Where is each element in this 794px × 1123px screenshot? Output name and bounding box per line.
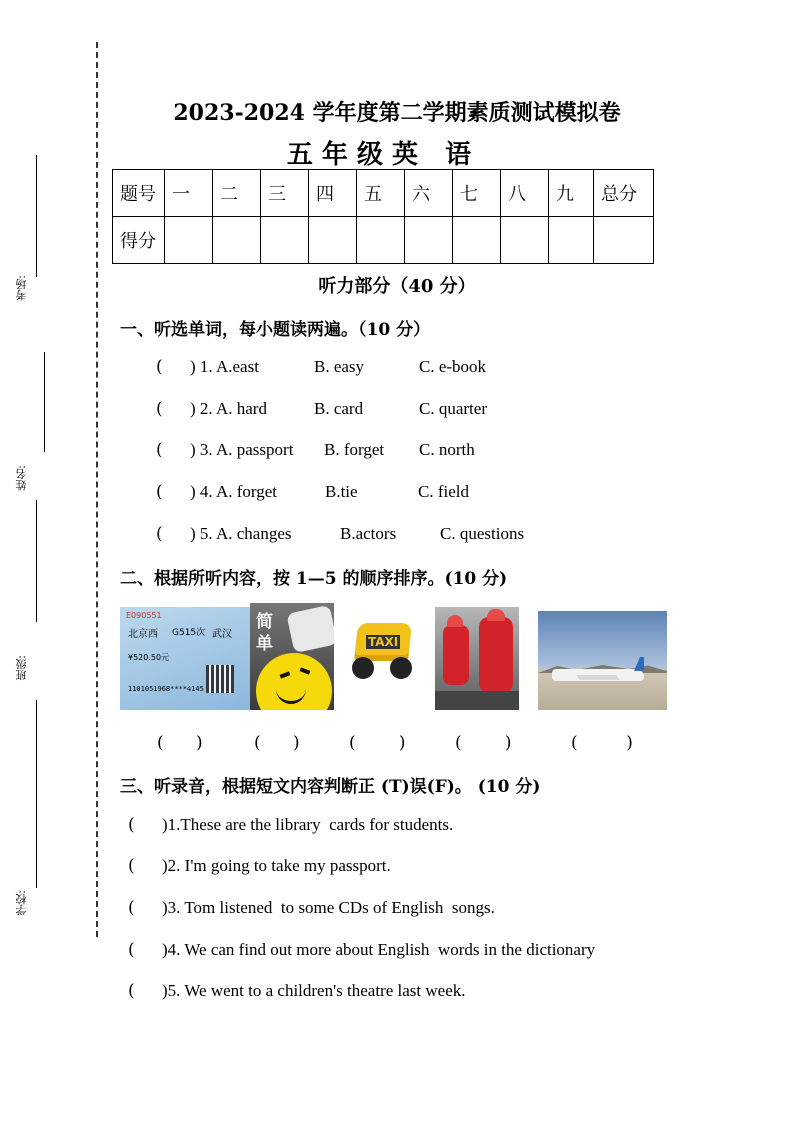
score-cell: 二: [213, 170, 261, 217]
ticket-from: 北京西: [128, 629, 158, 640]
answer-paren-open: (: [156, 357, 163, 377]
option-c: C. field: [418, 482, 469, 501]
name-label: 姓名:: [15, 465, 28, 491]
wheel-icon: [352, 657, 374, 679]
answer-paren-open: (: [128, 940, 135, 960]
exam-subtitle: 五 年 级 英 语: [286, 140, 472, 170]
order-answer-bracket[interactable]: ( ): [455, 733, 512, 753]
score-cell: 题号: [113, 170, 165, 217]
bubble-char: 简: [256, 612, 273, 632]
section1-title: 一、听选单词，每小题读两遍。（10 分）: [120, 320, 431, 340]
answer-paren-open: (: [128, 981, 135, 1001]
option-c: C. questions: [440, 524, 525, 543]
score-cell: 五: [357, 170, 405, 217]
helmet-icon: [487, 609, 505, 621]
answer-paren-open: (: [156, 482, 163, 502]
answer-paren-open: (: [128, 815, 135, 835]
order-answer-bracket[interactable]: ( ): [349, 733, 406, 753]
binding-dashed-line: [96, 42, 98, 937]
exam-title: 2023-2024 学年度第二学期素质测试模拟卷: [173, 100, 621, 126]
answer-paren-open: (: [156, 440, 163, 460]
score-input-cell[interactable]: [357, 217, 405, 264]
score-input-cell[interactable]: [549, 217, 594, 264]
option-a: ) 2. A. hard: [190, 399, 267, 418]
score-cell: 得分: [113, 217, 165, 264]
order-answer-bracket[interactable]: ( ): [571, 733, 633, 753]
option-c: C. e-book: [419, 357, 487, 376]
score-cell: 四: [309, 170, 357, 217]
ground: [435, 691, 519, 710]
ticket-code: E090551: [126, 611, 162, 620]
class-label: 班级:: [15, 655, 28, 681]
tf-statement: )3. Tom listened to some CDs of English songs.: [162, 898, 495, 917]
exam-room-fill-line: [36, 155, 37, 277]
section3-title: 三、听录音，根据短文内容判断正 (T)误(F)。 (10 分): [120, 777, 541, 797]
answer-paren-open: (: [156, 524, 163, 544]
score-input-cell[interactable]: [501, 217, 549, 264]
score-input-cell[interactable]: [213, 217, 261, 264]
tf-statement: )4. We can find out more about English words in the dictionary: [162, 940, 596, 959]
ticket-id: 1101051968****4145: [128, 685, 204, 693]
option-a: ) 1. A.east: [190, 357, 259, 376]
worker-figure: [479, 617, 513, 693]
score-cell: 七: [453, 170, 501, 217]
listening-header: 听力部分（40 分）: [318, 276, 476, 297]
airplane-image: [538, 611, 667, 710]
option-a: ) 4. A. forget: [190, 482, 278, 501]
wheel-icon: [390, 657, 412, 679]
score-input-cell[interactable]: [165, 217, 213, 264]
score-cell: 一: [165, 170, 213, 217]
taxi-label: TAXI: [368, 635, 399, 649]
option-c: C. quarter: [419, 399, 487, 418]
order-answer-bracket[interactable]: ( ): [157, 733, 203, 753]
ticket-to: 武汉: [212, 629, 232, 640]
score-input-cell[interactable]: [594, 217, 654, 264]
score-input-cell[interactable]: [453, 217, 501, 264]
airplane-wing: [577, 675, 620, 680]
tf-statement: )2. I'm going to take my passport.: [162, 856, 391, 875]
smiley-bubble-image: [250, 603, 334, 710]
answer-paren-open: (: [128, 856, 135, 876]
ticket-train: G515次: [172, 628, 206, 638]
option-b: B.tie: [325, 482, 358, 501]
workers-image: [435, 607, 519, 710]
score-cell: 九: [549, 170, 594, 217]
score-cell: 六: [405, 170, 453, 217]
tf-statement: )5. We went to a children's theatre last week.: [162, 981, 466, 1000]
bubble-char: 单: [256, 634, 273, 654]
class-fill-line: [36, 500, 37, 622]
helmet-icon: [447, 615, 463, 627]
answer-paren-open: (: [156, 399, 163, 419]
score-table-header-row: [113, 170, 654, 217]
train-ticket-image: [120, 607, 250, 710]
score-input-cell[interactable]: [405, 217, 453, 264]
taxi-image: [346, 607, 418, 707]
score-cell: 总分: [594, 170, 654, 217]
option-a: ) 5. A. changes: [190, 524, 292, 543]
score-input-cell[interactable]: [309, 217, 357, 264]
score-cell: 三: [261, 170, 309, 217]
order-answer-bracket[interactable]: ( ): [254, 733, 300, 753]
school-label: 学校:: [15, 890, 28, 916]
qr-code-icon: [206, 665, 234, 693]
score-table-score-row: [113, 217, 654, 264]
option-b: B.actors: [340, 524, 397, 543]
score-table: [112, 169, 654, 264]
score-input-cell[interactable]: [261, 217, 309, 264]
exam-room-label: 考场:: [15, 275, 28, 301]
option-b: B. card: [314, 399, 364, 418]
option-b: B. forget: [324, 440, 385, 459]
speech-bubble-icon: [286, 605, 334, 653]
school-fill-line: [36, 700, 37, 888]
name-fill-line: [44, 352, 45, 452]
score-cell: 八: [501, 170, 549, 217]
option-b: B. easy: [314, 357, 365, 376]
section2-title: 二、根据所听内容，按 1—5 的顺序排序。(10 分): [120, 569, 508, 589]
worker-figure: [443, 625, 469, 685]
answer-paren-open: (: [128, 898, 135, 918]
option-a: ) 3. A. passport: [190, 440, 294, 459]
tf-statement: )1.These are the library cards for students.: [162, 815, 454, 834]
ticket-price: ¥520.50元: [128, 653, 170, 662]
option-c: C. north: [419, 440, 475, 459]
